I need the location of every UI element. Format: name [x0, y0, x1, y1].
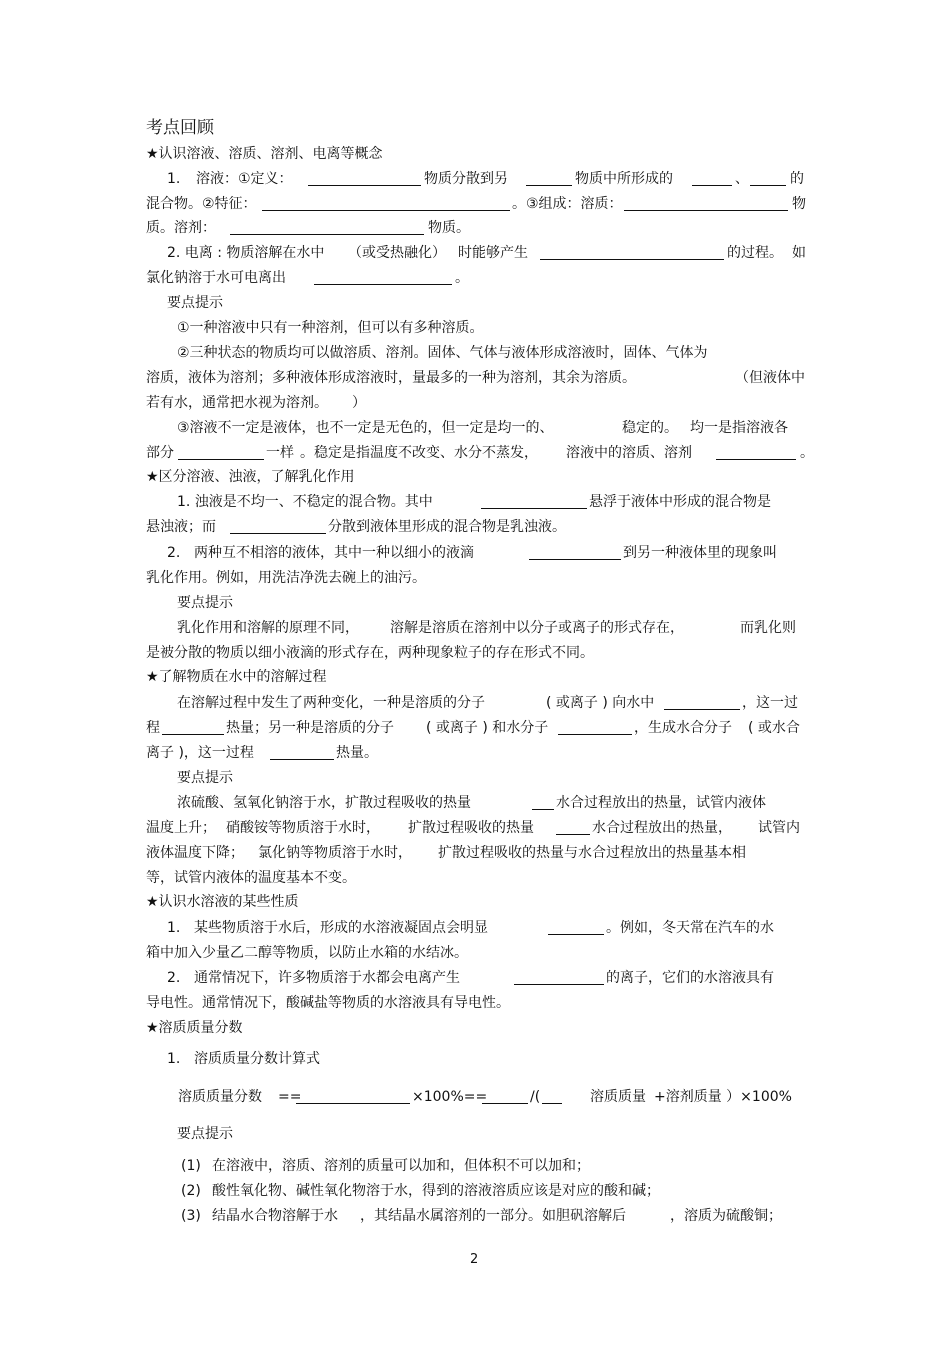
text: 的过程。	[727, 245, 783, 261]
text: 酸性氧化物、碱性氧化物溶于水，得到的溶液溶质应该是对应的酸和碱；	[212, 1183, 660, 1199]
blank-line	[624, 210, 788, 211]
text: ( 或水合	[748, 720, 800, 736]
blank-line	[542, 1103, 562, 1104]
text: 氯化钠溶于水可电离出	[146, 270, 286, 286]
text: 等，试管内液体的温度基本不变。	[146, 870, 356, 886]
text: 离子 )，这一过程	[146, 745, 254, 761]
text: 2. 电离 : 物质溶解在水中	[167, 245, 325, 261]
heading-text: ★溶质质量分数	[146, 1020, 243, 1036]
text: 2.	[167, 970, 181, 986]
text: 是被分散的物质以细小液滴的形式存在，两种现象粒子的存在形式不同。	[146, 645, 594, 661]
text: 箱中加入少量乙二醇等物质，以防止水箱的水结冰。	[146, 945, 468, 961]
text: 硝酸铵等物质溶于水时，	[226, 820, 380, 836]
page-number: 2	[470, 1252, 479, 1267]
text: 物	[792, 196, 806, 212]
text: ③溶液不一定是液体，也不一定是无色的，但一定是均一的、	[177, 420, 554, 436]
blank-line	[529, 559, 621, 560]
text: ==	[278, 1089, 302, 1105]
text: 1.	[167, 920, 181, 936]
text: 物质分散到另	[424, 171, 508, 187]
text: 溶质，液体为溶剂；多种液体形成溶液时，量最多的一种为溶剂，其余为溶质。	[146, 370, 636, 386]
text: 试管内	[758, 820, 800, 836]
text: 混合物。②特征：	[146, 196, 257, 212]
blank-line	[230, 533, 326, 534]
text: 在溶解过程中发生了两种变化，一种是溶质的分子	[177, 695, 485, 711]
text: 1.	[167, 171, 181, 187]
text: 结晶水合物溶解于水	[212, 1208, 338, 1224]
text: 水合过程放出的热量，	[592, 820, 732, 836]
text: 悬浊液；而	[146, 519, 216, 535]
blank-line	[514, 984, 604, 985]
text: ）	[352, 395, 366, 411]
text: （或受热融化）	[348, 245, 446, 261]
text: 若有水，通常把水视为溶剂。	[146, 395, 328, 411]
text: 1. 浊液是不均一、不稳定的混合物。其中	[177, 494, 433, 510]
heading-text: ★了解物质在水中的溶解过程	[146, 669, 327, 685]
text: 浓硫酸、氢氧化钠溶于水，扩散过程吸收的热量	[177, 795, 471, 811]
text: 溶质质量分数计算式	[194, 1051, 320, 1067]
text: (2)	[181, 1183, 201, 1199]
text: 悬浮于液体中形成的混合物是	[589, 494, 771, 510]
blank-line	[308, 185, 421, 186]
text: /(	[530, 1089, 541, 1105]
blank-line	[750, 185, 786, 186]
text: 物质。	[428, 220, 470, 236]
blank-line	[178, 459, 264, 460]
heading-text: ★认识溶液、溶质、溶剂、电离等概念	[146, 146, 383, 162]
text: 均一是指溶液各	[690, 420, 788, 436]
blank-line	[481, 508, 587, 509]
text: (3)	[181, 1208, 201, 1224]
text: 时能够产生	[458, 245, 528, 261]
blank-line	[540, 259, 724, 260]
blank-line	[692, 185, 732, 186]
text: 物质中所形成的	[575, 171, 673, 187]
text: ，这一过	[742, 695, 798, 711]
text: ②三种状态的物质均可以做溶质、溶剂。固体、气体与液体形成溶液时，固体、气体为	[177, 345, 708, 361]
text: ，生成水合分子	[634, 720, 732, 736]
text: 液体温度下降；	[146, 845, 244, 861]
blank-line	[526, 185, 572, 186]
blank-line	[262, 210, 510, 211]
text: 溶液中的溶质、溶剂	[566, 445, 692, 461]
text: 的	[790, 171, 804, 187]
text: 、	[735, 171, 749, 187]
blank-line	[558, 734, 632, 735]
text: 某些物质溶于水后，形成的水溶液凝固点会明显	[194, 920, 488, 936]
text: 部分	[146, 445, 174, 461]
blank-line	[270, 759, 334, 760]
text: 水合过程放出的热量，试管内液体	[556, 795, 766, 811]
text: 溶液：①定义：	[196, 171, 293, 187]
text: 要点提示	[167, 295, 223, 311]
blank-line	[716, 459, 796, 460]
blank-line	[482, 1103, 528, 1104]
text: 在溶液中，溶质、溶剂的质量可以加和，但体积不可以加和；	[212, 1158, 590, 1174]
text: 到另一种液体里的现象叫	[623, 545, 777, 561]
text: 溶解是溶质在溶剂中以分子或离子的形式存在，	[390, 620, 684, 636]
text: 乳化作用和溶解的原理不同，	[177, 620, 359, 636]
text: 溶质质量分数	[178, 1089, 262, 1105]
text: 热量。	[336, 745, 378, 761]
blank-line	[664, 709, 740, 710]
heading-text: ★区分溶液、浊液，了解乳化作用	[146, 469, 355, 485]
text: ( 或离子 ) 和水分子	[426, 720, 549, 736]
text: 溶质质量	[590, 1089, 646, 1105]
text: 2.	[167, 545, 181, 561]
section-title-text: 考点回顾	[146, 118, 214, 138]
blank-line	[548, 934, 604, 935]
text: ，溶质为硫酸铜；	[670, 1208, 782, 1224]
text: 。③组成：溶质：	[512, 196, 623, 212]
text: 而乳化则	[740, 620, 796, 636]
blank-line	[532, 809, 554, 810]
text: (1)	[181, 1158, 201, 1174]
text: （但液体中	[735, 370, 805, 386]
text: 通常情况下，许多物质溶于水都会电离产生	[194, 970, 460, 986]
text: 扩散过程吸收的热量与水合过程放出的热量基本相	[438, 845, 746, 861]
text: 。例如，冬天常在汽车的水	[606, 920, 774, 936]
text: ，其结晶水属溶剂的一部分。如胆矾溶解后	[360, 1208, 626, 1224]
text: 乳化作用。例如，用洗洁净洗去碗上的油污。	[146, 570, 426, 586]
text: 热量；另一种是溶质的分子	[226, 720, 394, 736]
heading-text: ★认识水溶液的某些性质	[146, 894, 299, 910]
text: 分散到液体里形成的混合物是乳浊液。	[328, 519, 566, 535]
text: ×100%==	[412, 1089, 488, 1105]
text: 扩散过程吸收的热量	[408, 820, 534, 836]
text: 稳定的。	[622, 420, 678, 436]
text: 质。溶剂：	[146, 220, 216, 236]
text: 温度上升；	[146, 820, 216, 836]
text: +溶剂质量 ）×100%	[654, 1089, 792, 1105]
text: 。	[455, 270, 469, 286]
text: ①一种溶液中只有一种溶剂，但可以有多种溶质。	[177, 320, 484, 336]
text: 的离子，它们的水溶液具有	[606, 970, 774, 986]
text: ( 或离子 ) 向水中	[546, 695, 655, 711]
text: 程	[146, 720, 160, 736]
blank-line	[230, 234, 424, 235]
text: 一样	[266, 445, 294, 461]
text: 导电性。通常情况下，酸碱盐等物质的水溶液具有导电性。	[146, 995, 510, 1011]
text: 1.	[167, 1051, 181, 1067]
text: 氯化钠等物质溶于水时，	[258, 845, 412, 861]
blank-line	[556, 834, 590, 835]
text: 要点提示	[177, 770, 233, 786]
blank-line	[314, 284, 452, 285]
text: 。	[800, 445, 814, 461]
text: 要点提示	[177, 595, 233, 611]
blank-line	[162, 734, 224, 735]
text: 要点提示	[177, 1126, 233, 1142]
blank-line	[296, 1103, 410, 1104]
text: 。稳定是指温度不改变、水分不蒸发，	[300, 445, 538, 461]
text: 如	[792, 245, 806, 261]
text: 两种互不相溶的液体，其中一种以细小的液滴	[194, 545, 474, 561]
